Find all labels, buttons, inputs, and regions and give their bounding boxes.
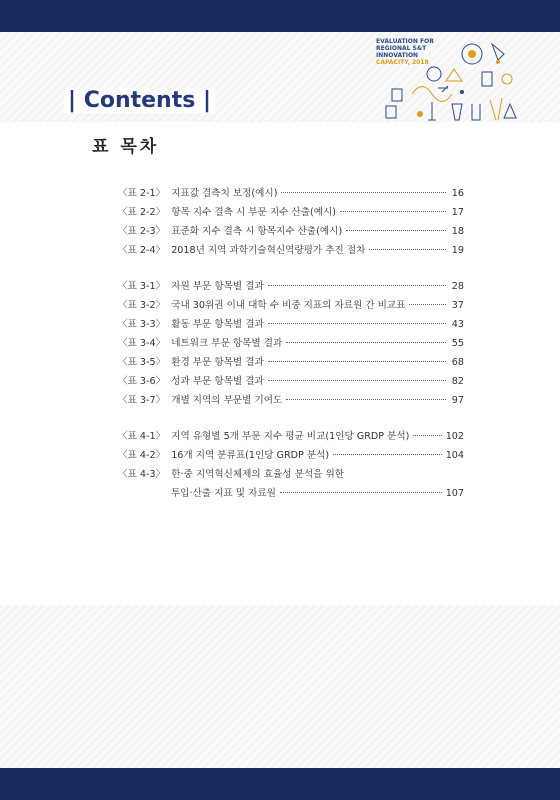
entry-page: 43 xyxy=(451,319,464,330)
toc-entry[interactable] xyxy=(118,241,464,260)
entry-title: 2018년 지역 과학기술혁신역량평가 추진 절차 xyxy=(171,245,366,256)
entry-title: 항목 지수 결측 시 부문 지수 산출(예시) xyxy=(171,207,336,218)
bottom-banner xyxy=(0,768,560,800)
entry-title: 지표값 결측치 보정(예시) xyxy=(171,188,278,199)
badge-line2: REGIONAL S&T xyxy=(376,45,427,52)
entry-page: 17 xyxy=(451,207,464,218)
entry-page: 97 xyxy=(451,395,464,406)
leader-dots xyxy=(369,248,446,250)
entry-code: 〈표 2-2〉 xyxy=(118,207,166,218)
entry-code: 〈표 3-7〉 xyxy=(118,395,166,406)
entry-title: 한·중 지역혁신체제의 효율성 분석을 위한 xyxy=(171,469,344,480)
toc-entry[interactable] xyxy=(118,277,464,296)
entry-page: 37 xyxy=(451,300,464,311)
toc-group-chapter2 xyxy=(118,184,464,260)
entry-page: 107 xyxy=(445,488,464,499)
leader-dots xyxy=(268,360,446,362)
badge-line4: CAPACITY, 2018 xyxy=(376,59,429,66)
toc-entry[interactable] xyxy=(118,353,464,372)
toc-entry[interactable] xyxy=(118,222,464,241)
footer-pattern xyxy=(0,605,560,768)
entry-title: 네트워크 부문 항목별 결과 xyxy=(171,338,283,349)
entry-page: 28 xyxy=(451,281,464,292)
table-of-contents xyxy=(118,184,464,520)
toc-entry[interactable] xyxy=(118,184,464,203)
leader-dots xyxy=(340,210,446,212)
report-badge xyxy=(376,38,434,66)
entry-page: 19 xyxy=(451,245,464,256)
toc-group-chapter3 xyxy=(118,277,464,410)
entry-title: 활동 부문 항목별 결과 xyxy=(171,319,264,330)
entry-page: 55 xyxy=(451,338,464,349)
entry-code: 〈표 2-3〉 xyxy=(118,226,166,237)
entry-title: 성과 부문 항목별 결과 xyxy=(171,376,264,387)
entry-code: 〈표 3-1〉 xyxy=(118,281,166,292)
toc-entry[interactable] xyxy=(118,372,464,391)
toc-entry[interactable] xyxy=(118,296,464,315)
toc-entry[interactable] xyxy=(118,334,464,353)
toc-entry[interactable] xyxy=(118,446,464,465)
entry-title: 환경 부문 항목별 결과 xyxy=(171,357,264,368)
leader-dots xyxy=(413,434,441,436)
entry-title: 자원 부문 항목별 결과 xyxy=(171,281,264,292)
badge-line1: EVALUATION FOR xyxy=(376,38,434,45)
toc-entry-continuation[interactable] xyxy=(118,484,464,503)
leader-dots xyxy=(268,379,446,381)
entry-code: 〈표 3-5〉 xyxy=(118,357,166,368)
leader-dots xyxy=(333,453,442,455)
leader-dots xyxy=(268,322,446,324)
entry-title: 국내 30위권 이내 대학 수 비중 지표의 자료원 간 비교표 xyxy=(171,300,406,311)
section-title: | Contents | xyxy=(64,88,215,113)
entry-page: 68 xyxy=(451,357,464,368)
entry-title: 투입·산출 지표 및 자료원 xyxy=(171,488,276,499)
toc-entry[interactable] xyxy=(118,203,464,222)
entry-code: 〈표 4-3〉 xyxy=(118,469,166,480)
toc-entry[interactable] xyxy=(118,465,464,484)
toc-entry[interactable] xyxy=(118,315,464,334)
leader-dots xyxy=(286,398,446,400)
page-heading: 표 목차 xyxy=(92,137,160,157)
leader-dots xyxy=(281,191,446,193)
entry-title: 표준화 지수 결측 시 항목지수 산출(예시) xyxy=(171,226,343,237)
top-banner xyxy=(0,0,560,32)
entry-code: 〈표 2-4〉 xyxy=(118,245,166,256)
entry-code: 〈표 3-4〉 xyxy=(118,338,166,349)
toc-group-chapter4 xyxy=(118,427,464,503)
entry-code: 〈표 4-1〉 xyxy=(118,431,166,442)
entry-title: 지역 유형별 5개 부문 지수 평균 비교(1인당 GRDP 분석) xyxy=(171,431,410,442)
leader-dots xyxy=(268,284,446,286)
entry-code: 〈표 3-3〉 xyxy=(118,319,166,330)
toc-entry[interactable] xyxy=(118,427,464,446)
leader-dots xyxy=(409,303,446,305)
toc-entry[interactable] xyxy=(118,391,464,410)
entry-code: 〈표 3-6〉 xyxy=(118,376,166,387)
entry-title: 개별 지역의 부문별 기여도 xyxy=(171,395,283,406)
leader-dots xyxy=(286,341,446,343)
entry-code: 〈표 2-1〉 xyxy=(118,188,166,199)
badge-line3: INNOVATION xyxy=(376,52,419,59)
entry-code: 〈표 3-2〉 xyxy=(118,300,166,311)
entry-page: 18 xyxy=(451,226,464,237)
entry-page: 104 xyxy=(445,450,464,461)
entry-page: 102 xyxy=(445,431,464,442)
leader-dots xyxy=(346,229,446,231)
leader-dots xyxy=(280,491,442,493)
entry-page: 16 xyxy=(451,188,464,199)
entry-page: 82 xyxy=(451,376,464,387)
entry-code: 〈표 4-2〉 xyxy=(118,450,166,461)
entry-title: 16개 지역 분류표(1인당 GRDP 분석) xyxy=(171,450,330,461)
